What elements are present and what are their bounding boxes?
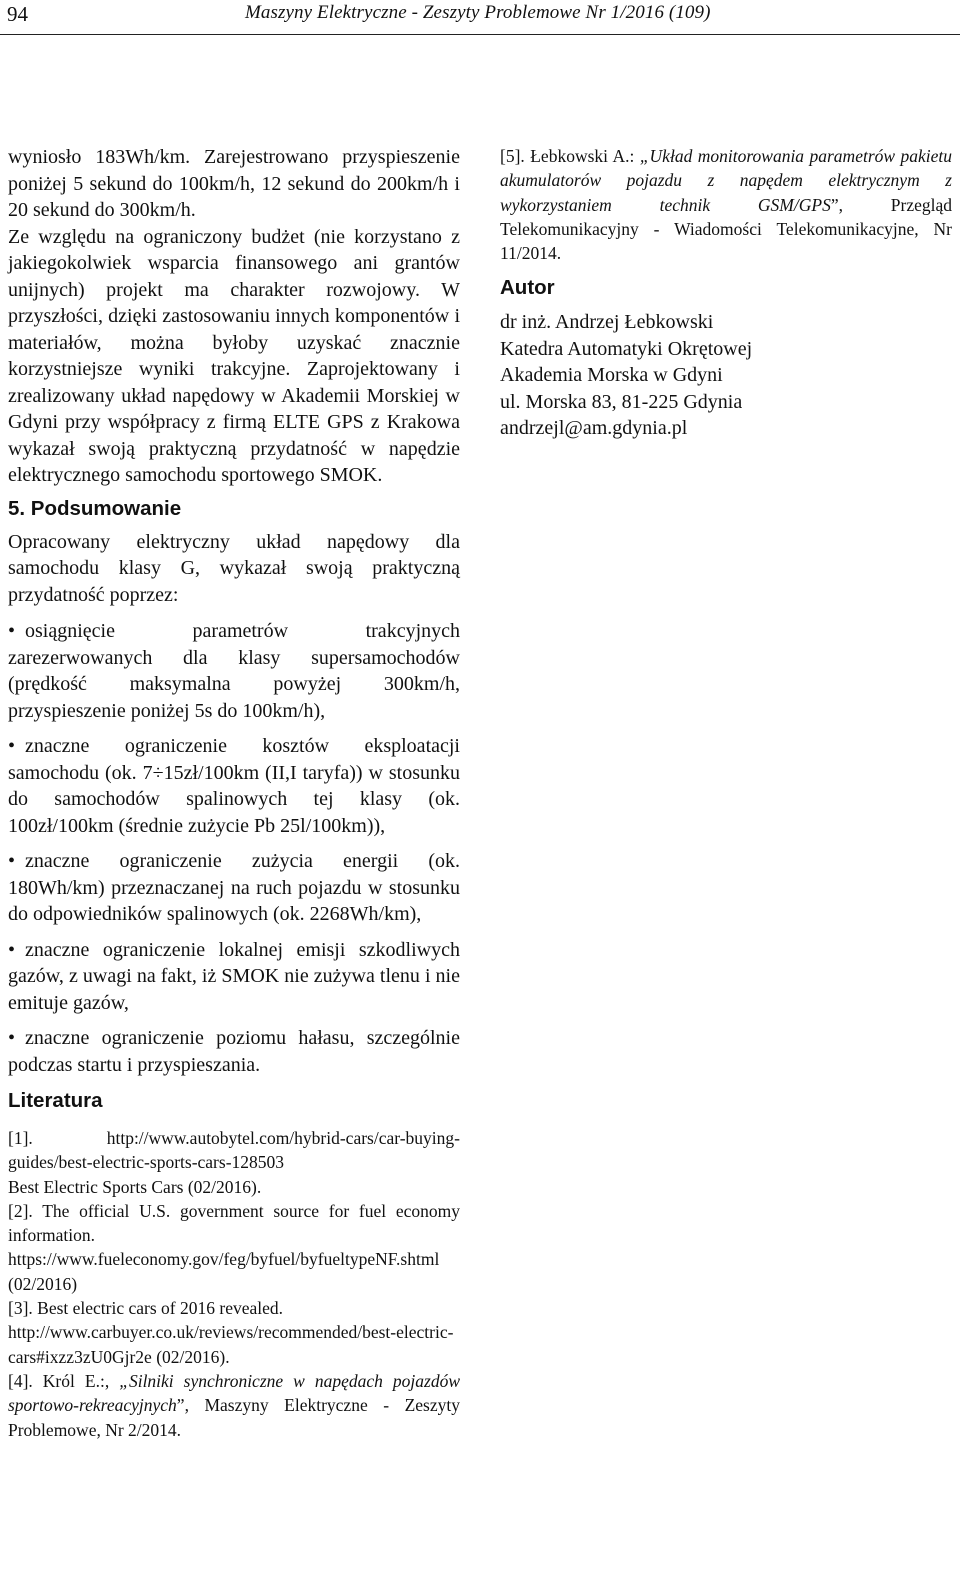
reference-number: [3]. [8,1298,33,1319]
journal-title: Maszyny Elektryczne - Zeszyty Problemowe Nr 1/2016 (109) [245,2,711,23]
author-section-title: Autor [500,276,555,300]
section-title-summary: 5. Podsumowanie [8,496,182,520]
reference-number: [4]. [8,1370,33,1391]
reference-title: „Układ monitorowania parametrów pakietu akumulatorów pojazdu z napędem elektrycznym z wykorzystaniem technik GSM/GPS [500,146,953,215]
reference-text: ”, Przegląd Telekomunikacyjny - Wiadomości Telekomunikacyjne, Nr 11/2014. [500,194,952,264]
bullet-icon: • [8,1027,16,1049]
list-item [8,1025,460,1078]
reference-url[interactable]: http://www.autobytel.com/hybrid-cars/car-buying-guides/best-electric-sports-cars-128503 [8,1128,460,1173]
page-number: 94 [7,2,28,26]
reference-text: Best Electric Sports Cars (02/2016). [8,1176,262,1197]
author-email[interactable]: andrzejl@am.gdynia.pl [500,417,688,440]
reference-4 [8,1369,460,1442]
list-item [8,618,460,724]
intro-paragraph-1: wyniosło 183Wh/km. Zarejestrowano przyspieszenie poniżej 5 sekund do 100km/h, 12 sekund do 200km/h i 20 sekund do 300km/h. [8,146,460,221]
reference-list [8,1126,460,1442]
summary-bullet-list [8,618,460,1078]
bullet-text: znaczne ograniczenie lokalnej emisji szkodliwych gazów, z uwagi na fakt, iż SMOK nie zużywa tlenu i nie emituje gazów, [8,938,460,1014]
intro-paragraph-2: Ze względu na ograniczony budżet (nie korzystano z jakiegokolwiek wsparcia finansowego ani grantów unijnych) projekt ma charakter rozwojowy. W przyszłości, dzięki zastosowaniu innych komponentów i materiałów, można byłoby uzyskać znacznie korzystniejsze wyniki trakcyjne. Zaprojektowany i zrealizowany układ napędowy w Akademii Morskiej w Gdyni przy współpracy z firmą ELTE GPS z Krakowa wykazał swoją praktyczną przydatność w napędzie elektrycznego samochodu sportowego SMOK. [8,225,460,486]
reference-number: [2]. [8,1200,33,1221]
literature-title: Literatura [8,1089,103,1112]
summary-intro: Opracowany elektryczny układ napędowy dla samochodu klasy G, wykazał swoją praktyczną przydatność poprzez: [8,530,460,606]
author-block [500,309,952,442]
left-column [8,144,460,1442]
bullet-icon: • [8,620,16,642]
bullet-text: znaczne ograniczenie poziomu hałasu, szczególnie podczas startu i przyspieszania. [8,1027,460,1076]
reference-text: Best electric cars of 2016 revealed. [37,1298,284,1319]
reference-number: [1]. [8,1128,33,1148]
bullet-text: osiągnięcie parametrów trakcyjnych zarezerwowanych dla klasy supersamochodów (prędkość maksymalna powyżej 300km/h, przyspieszenie poniżej 5s do 100km/h), [8,620,460,722]
bullet-text: znaczne ograniczenie zużycia energii (ok. 180Wh/km) przeznaczanej na ruch pojazdu w stosunku do odpowiedników spalinowych (ok. 2268Wh/km), [8,850,460,925]
reference-3 [8,1296,460,1369]
reference-url[interactable]: https://www.fueleconomy.gov/feg/byfuel/byfueltypeNF.shtml (02/2016) [8,1249,440,1294]
reference-number: [5]. [500,146,525,166]
bullet-text: znaczne ograniczenie kosztów eksploatacji samochodu (ok. 7÷15zł/100km (II,I taryfa)) w stosunku do samochodów spalinowych tej klasy (ok. 100zł/100km (średnie zużycie Pb 25l/100km)), [8,735,460,837]
author-institution: Akademia Morska w Gdyni [500,364,723,387]
reference-2 [8,1199,460,1296]
page-header [0,0,960,28]
reference-5 [500,144,952,265]
reference-text: The official U.S. government source for fuel economy information. [8,1200,460,1246]
reference-author: Łebkowski A.: [530,146,635,166]
author-address: ul. Morska 83, 81-225 Gdynia [500,390,743,413]
reference-url[interactable]: http://www.carbuyer.co.uk/reviews/recommended/best-electric-cars#ixzz3zU0Gjr2e (02/2016). [8,1322,454,1367]
list-item [8,733,460,839]
reference-author: Król E.:, [42,1370,110,1391]
bullet-icon: • [8,735,16,757]
right-column [500,144,952,442]
reference-1 [8,1126,460,1199]
author-department: Katedra Automatyki Okrętowej [500,337,753,360]
bullet-icon: • [8,850,16,872]
bullet-icon: • [8,938,16,961]
reference-text: ”, Maszyny Elektryczne - Zeszyty Problemowe, Nr 2/2014. [8,1395,460,1440]
list-item [8,937,460,1017]
author-name: dr inż. Andrzej Łebkowski [500,311,714,334]
header-rule [0,34,960,35]
reference-title: „Silniki synchroniczne w napędach pojazdów sportowo-rekreacyjnych [8,1370,460,1416]
list-item [8,848,460,928]
